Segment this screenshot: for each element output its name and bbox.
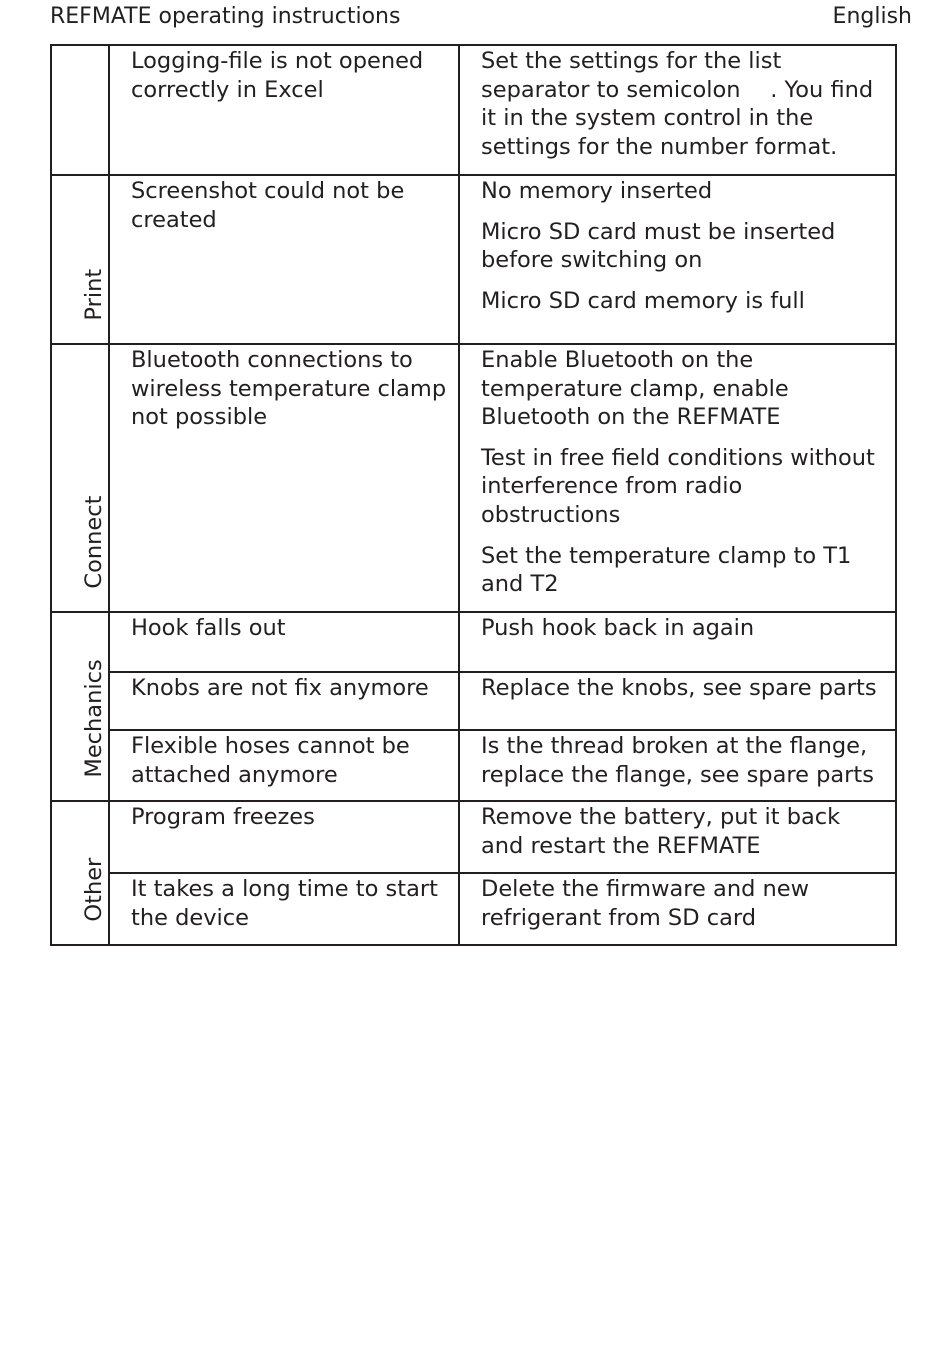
solution-cell (459, 344, 896, 612)
header-title: REFMATE operating instructions (50, 4, 401, 29)
solution-text: Push hook back in again (481, 615, 755, 641)
solution-cell (459, 175, 896, 344)
solution-text: Replace the knobs, see spare parts (481, 675, 877, 701)
solution-text: Micro SD card must be inserted before switching on (481, 218, 836, 274)
table-row (51, 801, 896, 873)
problem-cell: It takes a long time to start the device (109, 873, 459, 945)
table-row (51, 730, 896, 801)
category-cell: Connect (51, 344, 109, 612)
problem-cell: Program freezes (109, 801, 459, 873)
solution-cell (459, 730, 896, 801)
troubleshooting-table (50, 44, 897, 946)
category-cell: Mechanics (51, 612, 109, 801)
solution-cell (459, 873, 896, 945)
solution-text: Set the settings for the list separator to semicolon . You find it in the system control in the settings for the number format. (481, 48, 874, 160)
solution-cell (459, 801, 896, 873)
solution-cell (459, 45, 896, 175)
solution-cell (459, 672, 896, 730)
problem-cell: Bluetooth connections to wireless temperature clamp not possible (109, 344, 459, 612)
table-row (51, 45, 896, 175)
solution-text: Micro SD card memory is full (481, 287, 805, 314)
category-cell (51, 45, 109, 175)
table-row (51, 344, 896, 612)
solution-text: Remove the battery, put it back and restart the REFMATE (481, 804, 841, 859)
table-row (51, 612, 896, 672)
table-row (51, 873, 896, 945)
category-cell: Other (51, 801, 109, 945)
solution-text: Enable Bluetooth on the temperature clamp, enable Bluetooth on the REFMATE (481, 347, 789, 431)
problem-cell: Flexible hoses cannot be attached anymore (109, 730, 459, 801)
solution-text: Test in free field conditions without interference from radio obstructions (481, 444, 875, 528)
problem-cell: Knobs are not fix anymore (109, 672, 459, 730)
solution-cell (459, 612, 896, 672)
category-cell: Print (51, 175, 109, 344)
solution-text: No memory inserted (481, 178, 713, 204)
problem-cell: Hook falls out (109, 612, 459, 672)
solution-text: Is the thread broken at the flange, replace the flange, see spare parts (481, 733, 874, 788)
problem-cell: Screenshot could not be created (109, 175, 459, 344)
table-row (51, 672, 896, 730)
solution-text: Set the temperature clamp to T1 and T2 (481, 542, 852, 598)
solution-text: Delete the firmware and new refrigerant from SD card (481, 876, 810, 931)
problem-cell: Logging-file is not opened correctly in Excel (109, 45, 459, 175)
header-language: English (832, 4, 912, 29)
table-row (51, 175, 896, 344)
